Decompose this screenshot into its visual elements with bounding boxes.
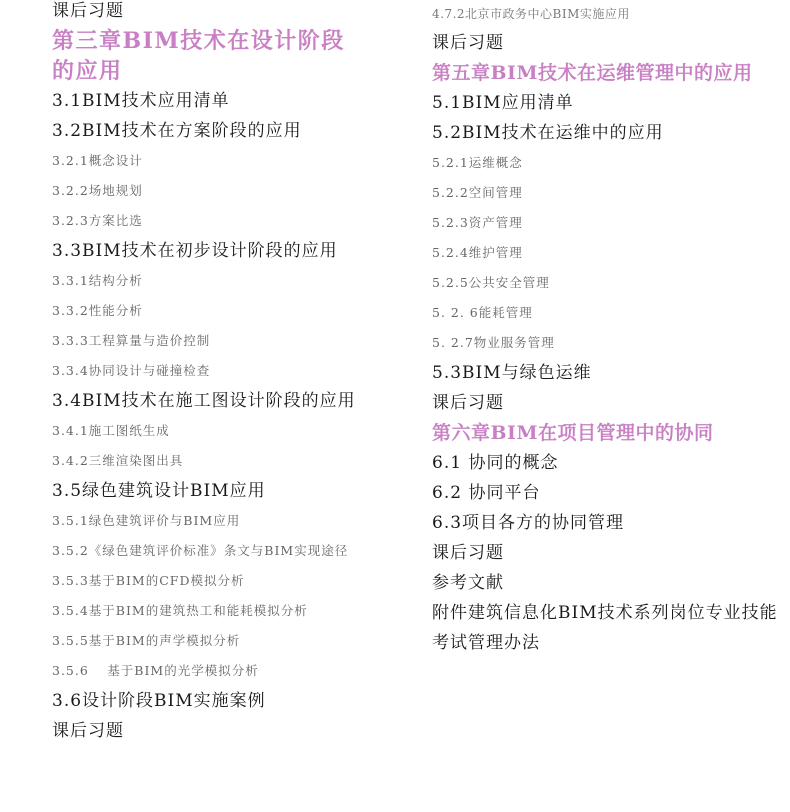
toc-subsection-entry: 3.5.6 基于BIM的光学模拟分析 xyxy=(52,663,259,678)
toc-section-entry: 6.2 协同平台 xyxy=(432,483,541,503)
toc-section-entry: 课后习题 xyxy=(432,33,504,53)
toc-subsection-entry: 5.2.5公共安全管理 xyxy=(432,275,550,290)
toc-section-entry: 3.5绿色建筑设计BIM应用 xyxy=(52,481,266,501)
toc-section-entry: 3.2BIM技术在方案阶段的应用 xyxy=(52,121,302,141)
toc-section-entry: 参考文献 xyxy=(432,573,504,593)
toc-section-entry: 3.6设计阶段BIM实施案例 xyxy=(52,691,266,711)
toc-subsection-entry: 3.5.1绿色建筑评价与BIM应用 xyxy=(52,513,241,528)
toc-section-entry: 3.3BIM技术在初步设计阶段的应用 xyxy=(52,241,338,261)
toc-section-entry: 3.1BIM技术应用清单 xyxy=(52,91,230,111)
toc-section-entry: 5.2BIM技术在运维中的应用 xyxy=(432,123,664,143)
toc-subsection-entry: 5.2.1运维概念 xyxy=(432,155,523,170)
toc-section-entry: 考试管理办法 xyxy=(432,633,540,653)
toc-section-entry: 5.1BIM应用清单 xyxy=(432,93,574,113)
toc-subsection-entry: 3.5.4基于BIM的建筑热工和能耗模拟分析 xyxy=(52,603,308,618)
toc-subsection-entry: 3.5.3基于BIM的CFD模拟分析 xyxy=(52,573,245,588)
toc-section-entry: 课后习题 xyxy=(432,543,504,563)
toc-subsection-entry: 3.2.3方案比选 xyxy=(52,213,143,228)
toc-subsection-entry: 3.2.1概念设计 xyxy=(52,153,143,168)
toc-subsection-entry: 3.5.5基于BIM的声学模拟分析 xyxy=(52,633,241,648)
toc-section-entry: 5.3BIM与绿色运维 xyxy=(432,363,592,383)
toc-subsection-entry: 3.5.2《绿色建筑评价标准》条文与BIM实现途径 xyxy=(52,543,349,558)
toc-subsection-entry: 5.2.2空间管理 xyxy=(432,185,523,200)
toc-subsection-entry: 3.3.1结构分析 xyxy=(52,273,143,288)
toc-subsection-entry: 3.3.3工程算量与造价控制 xyxy=(52,333,211,348)
toc-subsection-entry: 5.2.3资产管理 xyxy=(432,215,523,230)
toc-section-entry: 6.1 协同的概念 xyxy=(432,453,559,473)
toc-subsection-entry: 3.3.2性能分析 xyxy=(52,303,143,318)
toc-section-entry: 课后习题 xyxy=(52,721,124,741)
toc-section-entry: 3.4BIM技术在施工图设计阶段的应用 xyxy=(52,391,356,411)
toc-subsection-entry: 5. 2.7物业服务管理 xyxy=(432,335,555,350)
toc-subsection-entry: 3.3.4协同设计与碰撞检查 xyxy=(52,363,211,378)
toc-subsection-entry: 5. 2. 6能耗管理 xyxy=(432,305,533,320)
toc-subsection-entry: 3.4.1施工图纸生成 xyxy=(52,423,170,438)
toc-section-entry: 课后习题 xyxy=(52,1,124,21)
toc-chapter-heading: 第六章BIM在项目管理中的协同 xyxy=(432,422,714,444)
toc-right-column xyxy=(432,0,782,658)
toc-section-entry: 课后习题 xyxy=(432,393,504,413)
toc-subsection-entry: 4.7.2北京市政务中心BIM实施应用 xyxy=(432,7,630,21)
toc-chapter-heading: 第五章BIM技术在运维管理中的应用 xyxy=(432,62,753,84)
toc-section-entry: 附件建筑信息化BIM技术系列岗位专业技能 xyxy=(432,603,778,623)
toc-left-column xyxy=(52,0,402,746)
toc-subsection-entry: 3.4.2三维渲染图出具 xyxy=(52,453,184,468)
toc-section-entry: 6.3项目各方的协同管理 xyxy=(432,513,625,533)
toc-subsection-entry: 5.2.4维护管理 xyxy=(432,245,523,260)
toc-subsection-entry: 3.2.2场地规划 xyxy=(52,183,143,198)
toc-chapter-heading: 第三章BIM技术在设计阶段 xyxy=(52,28,345,54)
toc-chapter-heading: 的应用 xyxy=(52,58,123,84)
